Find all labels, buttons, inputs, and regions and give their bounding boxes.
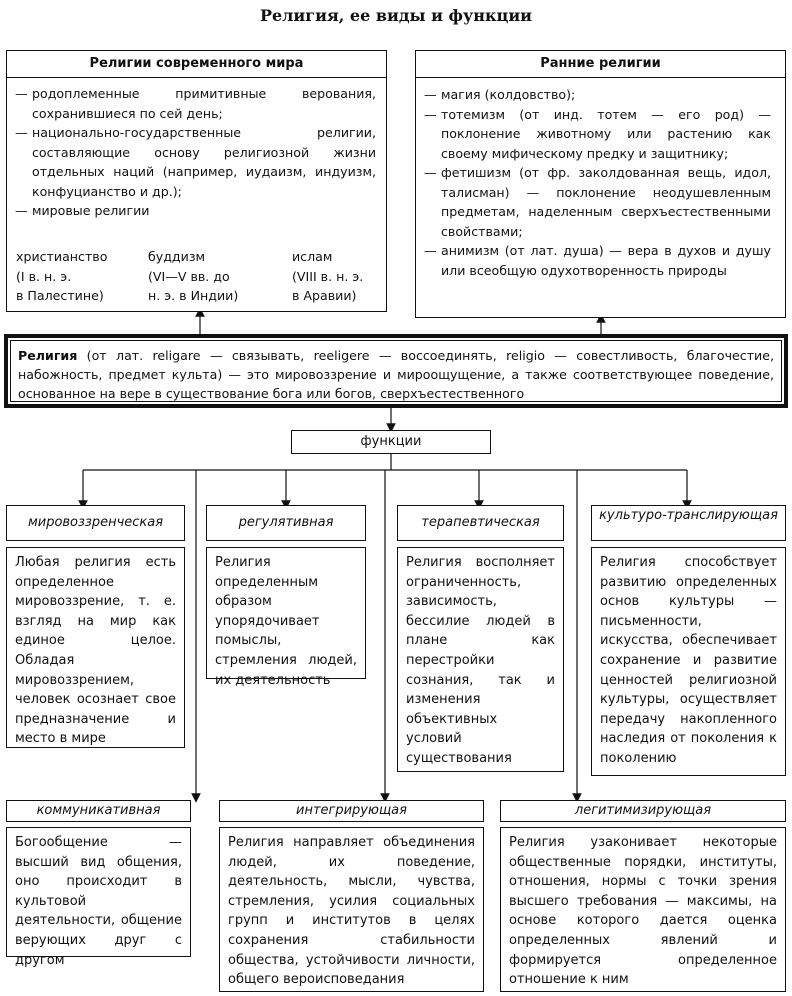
religion-definition-box (4, 334, 788, 408)
function-header-worldview: мировоззренческая (6, 505, 185, 541)
world-religion-islam: ислам (VIII в. н. э. в Аравии) (292, 249, 364, 303)
function-header-integrating: интегрирующая (219, 800, 484, 822)
list-item: — фетишизм (от фр. заколдованная вещь, идол, талисман) — поклонение неодушевленным предметам, наделенным сверхъестественными свойствами; (424, 165, 771, 239)
function-desc-legitimizing: Религия узаконивает некоторые общественные порядки, институты, отношения, нормы с точки зрения высшего требования — максимы, на основе которого дается оценка определенных явлений и формируется определенное отношение к ним (500, 827, 786, 992)
early-religions-heading: Ранние религии (416, 51, 785, 78)
early-religions-box (415, 50, 786, 318)
religion-definition (10, 340, 782, 402)
function-desc-communicative: Богообщение — высший вид общения, оно происходит в культовой деятельности, общение верующих друг с другом (6, 827, 191, 957)
world-religion-christianity: христианство (I в. н. э. в Палестине) (16, 249, 108, 303)
page-title: Религия, ее виды и функции (259, 6, 533, 25)
modern-religions-heading: Религии современного мира (7, 51, 386, 78)
function-desc-cultural: Религия способствует развитию определенных основ культуры — письменности, искусства, обеспечивает сохранение и развитие ценностей религиозной культуры, осуществляет передачу накопленного наследия от поколения к поколению (591, 547, 786, 776)
function-header-cultural: культуро-транслирующая (591, 505, 786, 541)
list-item: — мировые религии (15, 203, 150, 218)
function-header-regulative: регулятивная (206, 505, 366, 541)
definition-term: Религия (18, 348, 78, 363)
function-header-communicative: коммуникативная (6, 800, 191, 822)
functions-label-box (291, 430, 491, 454)
modern-religions-box (6, 50, 387, 312)
function-desc-worldview: Любая религия есть определенное мировоззрение, т. е. взгляд на мир как единое целое. Обладая мировоззрением, человек осознает свое предназначение и место в мире (6, 547, 185, 748)
world-religion-buddhism: буддизм (VI—V вв. до н. э. в Индии) (148, 249, 239, 303)
function-header-therapeutic: терапевтическая (397, 505, 564, 541)
list-item: — анимизм (от лат. душа) — вера в духов и душу или всеобщую одухотворенность природы (424, 243, 771, 278)
function-desc-therapeutic: Религия восполняет ограниченность, зависимость, бессилие людей в плане как перестройки сознания, так и изменения объективных условий существования (397, 547, 564, 772)
functions-label: функции (360, 434, 422, 449)
function-desc-integrating: Религия направляет объединения людей, их поведение, деятельность, мысли, чувства, стремления, усилия социальных групп и институтов в целях сохранения стабильности общества, устойчивости личности, общего вероисповедания (219, 827, 484, 992)
list-item: — родоплеменные примитивные верования, сохранившиеся по сей день; (15, 86, 376, 121)
list-item: — национально-государственные религии, составляющие основу религиозной жизни отдельных наций (например, иудаизм, индуизм, конфуцианство и др.); (15, 125, 376, 199)
list-item: — тотемизм (от инд. тотем — его род) — поклонение животному или растению как своему мифическому предку и защитнику; (424, 106, 771, 161)
function-desc-regulative: Религия определенным образом упорядочивает помыслы, стремления людей, их деятельность (206, 547, 366, 679)
function-header-legitimizing: легитимизирующая (500, 800, 786, 822)
list-item: — магия (колдовство); (424, 87, 576, 102)
definition-text: (от лат. religare — связывать, reeligere — воссоединять, religio — совестливость, благочестие, набожность, предмет культа) — это мировоззрение и мироощущение, а также соответствующее поведение, основанное на вере в существование бога или богов, сверхъестественного (18, 348, 774, 401)
